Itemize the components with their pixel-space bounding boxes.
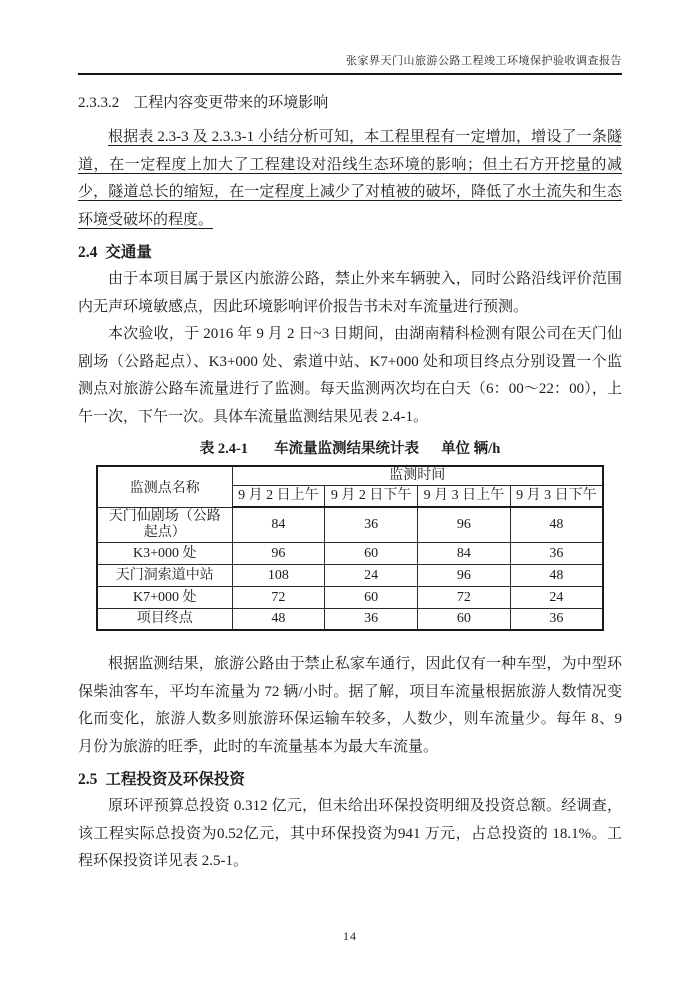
heading-number: 2.4: [78, 244, 98, 261]
table-unit: 单位 辆/h: [441, 441, 501, 457]
value-cell: 36: [325, 507, 418, 542]
value-cell: 84: [418, 542, 511, 564]
col-header-time-3: 9 月 3 日上午: [418, 485, 511, 507]
page-number: 14: [343, 929, 357, 943]
table-row: [97, 586, 603, 608]
traffic-monitoring-table: [96, 465, 604, 631]
col-header-time-1: 9 月 2 日上午: [232, 485, 325, 507]
table-row: [97, 542, 603, 564]
heading-2-3-3-2: [78, 91, 622, 112]
value-cell: 48: [510, 564, 603, 586]
table-caption: [78, 439, 622, 459]
value-cell: 72: [232, 586, 325, 608]
col-header-time-4: 9 月 3 日下午: [510, 485, 603, 507]
heading-2-4: [78, 240, 622, 262]
paragraph-investment: 原环评预算总投资 0.312 亿元，但未给出环保投资明细及投资总额。经调查，该工程实际总投资为0.52亿元，其中环保投资为941 万元，占总投资的 18.1%。工程环保投资详见表 2.5-1。: [78, 798, 622, 869]
site-cell: 天门洞索道中站: [97, 564, 232, 586]
value-cell: 60: [325, 586, 418, 608]
paragraph-monitoring-setup: 本次验收，于 2016 年 9 月 2 日~3 日期间，由湖南精科检测有限公司在天门仙剧场（公路起点）、K3+000 处、索道中站、K7+000 处和项目终点分别设置一个监测点对旅游公路车流量进行了监测。每天监测两次均在白天（6：00～22：00），上午一次，下午一次。具体车流量监测结果见表 2.4-1。: [78, 326, 622, 425]
value-cell: 36: [510, 542, 603, 564]
col-header-time-group: 监测时间: [232, 466, 603, 485]
table-header-row-group: [97, 466, 603, 485]
table-row: [97, 507, 603, 542]
value-cell: 24: [510, 586, 603, 608]
heading-number: 2.3.3.2: [78, 95, 120, 111]
value-cell: 108: [232, 564, 325, 586]
table-row: [97, 608, 603, 630]
heading-title: 工程投资及环保投资: [105, 771, 245, 788]
paragraph-change-impact: 根据表 2.3-3 及 2.3.3-1 小结分析可知，本工程里程有一定增加，增设了一条隧道，在一定程度上加大了工程建设对沿线生态环境的影响；但土石方开挖量的减少，隧道总长的缩短，在一定程度上减少了对植被的破坏，降低了水土流失和生态环境受破坏的程度。: [78, 129, 622, 228]
site-cell: K3+000 处: [97, 542, 232, 564]
col-header-site: 监测点名称: [97, 466, 232, 507]
site-cell: 天门仙剧场（公路起点）: [97, 507, 232, 542]
value-cell: 96: [232, 542, 325, 564]
heading-title: 工程内容变更带来的环境影响: [133, 95, 329, 111]
table-row: [97, 564, 603, 586]
heading-title: 交通量: [105, 244, 152, 261]
table-title: 车流量监测结果统计表: [274, 441, 420, 457]
heading-2-5: [78, 767, 622, 789]
value-cell: 60: [325, 542, 418, 564]
site-cell: 项目终点: [97, 608, 232, 630]
col-header-time-2: 9 月 2 日下午: [325, 485, 418, 507]
value-cell: 96: [418, 507, 511, 542]
paragraph-monitoring-results: 根据监测结果，旅游公路由于禁止私家车通行，因此仅有一种车型，为中型环保柴油客车，平均车流量为 72 辆/小时。据了解，项目车流量根据旅游人数情况变化而变化，旅游人数多则旅游环保运输车较多，人数少，则车流量少。每年 8、9 月份为旅游的旺季，此时的车流量基本为最大车流量。: [78, 656, 622, 755]
paragraph-no-forecast: 由于本项目属于景区内旅游公路，禁止外来车辆驶入，同时公路沿线评价范围内无声环境敏感点，因此环境影响评价报告书未对车流量进行预测。: [78, 271, 622, 315]
heading-number: 2.5: [78, 771, 98, 788]
value-cell: 84: [232, 507, 325, 542]
table-label: 表 2.4-1: [199, 441, 249, 457]
running-header: [78, 0, 622, 75]
site-cell: K7+000 处: [97, 586, 232, 608]
value-cell: 24: [325, 564, 418, 586]
value-cell: 60: [418, 608, 511, 630]
value-cell: 72: [418, 586, 511, 608]
value-cell: 36: [510, 608, 603, 630]
value-cell: 48: [232, 608, 325, 630]
value-cell: 48: [510, 507, 603, 542]
running-header-text: 张家界天门山旅游公路工程竣工环境保护验收调查报告: [346, 55, 622, 67]
value-cell: 36: [325, 608, 418, 630]
value-cell: 96: [418, 564, 511, 586]
